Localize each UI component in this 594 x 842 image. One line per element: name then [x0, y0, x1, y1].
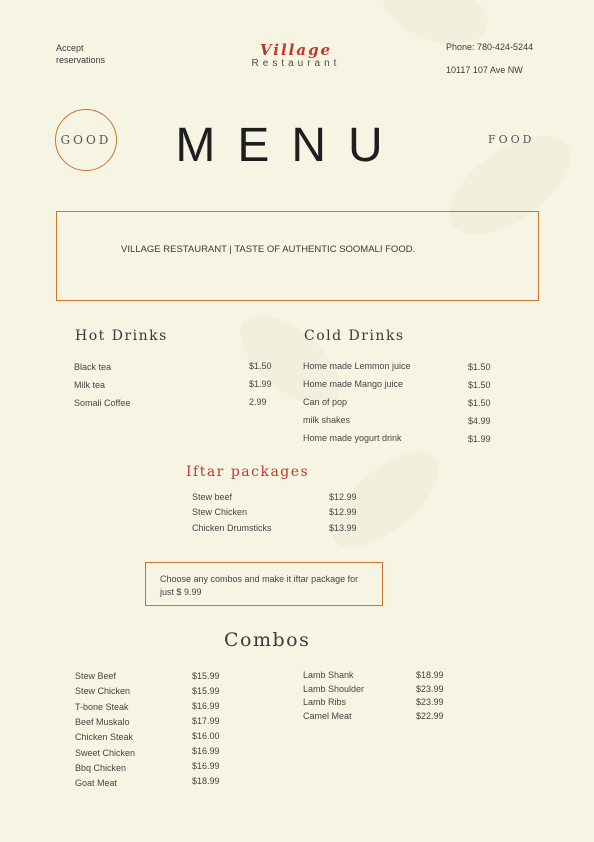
reservations-note: [56, 42, 136, 66]
menu-item-price: $13.99: [329, 523, 357, 533]
menu-item-name: Stew Beef: [75, 671, 117, 681]
menu-item-price: $12.99: [329, 507, 357, 517]
menu-item-price: $16.99: [192, 701, 220, 711]
menu-item-name: Camel Meat: [303, 711, 352, 721]
menu-item-price: $4.99: [468, 416, 491, 426]
menu-item-name: milk shakes: [303, 415, 351, 425]
hot-drinks-title: Hot Drinks: [75, 328, 168, 344]
menu-item-name: Beef Muskalo: [75, 717, 130, 727]
menu-item-price: $15.99: [192, 686, 220, 696]
menu-item-name: Chicken Steak: [75, 732, 134, 742]
menu-item-price: $23.99: [416, 697, 444, 707]
menu-item-name: Lamb Shank: [303, 670, 354, 680]
menu-item-price: $16.99: [192, 746, 220, 756]
menu-item-name: Stew Chicken: [75, 686, 131, 696]
iftar-title: Iftar packages: [186, 464, 310, 480]
menu-item-price: $16.00: [192, 731, 220, 741]
brand-logo: [244, 42, 348, 70]
menu-item-name: Black tea: [74, 362, 112, 372]
menu-item-price: $1.99: [468, 434, 491, 444]
menu-item-price: $1.50: [468, 398, 491, 408]
tagline: VILLAGE RESTAURANT | TASTE OF AUTHENTIC SOOMALI FOOD.: [121, 244, 416, 255]
menu-item-price: $18.99: [416, 670, 444, 680]
menu-item-price: 2.99: [249, 397, 267, 407]
menu-item-name: Home made Lemmon juice: [303, 361, 411, 371]
brand-name: Village: [259, 41, 333, 59]
menu-item-name: Bbq Chicken: [75, 763, 127, 773]
combos-title: Combos: [224, 629, 311, 651]
menu-item-name: Can of pop: [303, 397, 348, 407]
menu-item-name: Lamb Ribs: [303, 697, 347, 707]
good-badge: [55, 109, 117, 171]
brand-subtitle: Restaurant: [251, 58, 341, 69]
menu-item-price: $1.50: [468, 380, 491, 390]
cold-drinks-title: Cold Drinks: [304, 328, 405, 344]
reservations-line2: reservations: [56, 55, 106, 65]
menu-item-price: $16.99: [192, 761, 220, 771]
menu-item-name: Home made yogurt drink: [303, 433, 402, 443]
menu-item-name: Home made Mango juice: [303, 379, 404, 389]
address: 10117 107 Ave NW: [446, 65, 523, 75]
menu-item-price: $1.50: [249, 361, 272, 371]
menu-item-price: $18.99: [192, 776, 220, 786]
menu-item-price: $1.50: [468, 362, 491, 372]
food-label: FOOD: [488, 133, 535, 146]
phone-number: Phone: 780-424-5244: [446, 42, 534, 52]
menu-item-price: $23.99: [416, 684, 444, 694]
menu-item-name: Somali Coffee: [74, 398, 131, 408]
good-label: GOOD: [60, 133, 112, 147]
menu-item-price: $1.99: [249, 379, 272, 389]
menu-item-price: $22.99: [416, 711, 444, 721]
menu-item-name: T-bone Steak: [75, 702, 129, 712]
menu-item-name: Sweet Chicken: [75, 748, 136, 758]
page-title: MENU: [175, 119, 405, 172]
menu-item-name: Stew beef: [192, 492, 233, 502]
menu-item-name: Goat Meat: [75, 778, 118, 788]
menu-item-name: Chicken Drumsticks: [192, 523, 272, 533]
menu-item-name: Stew Chicken: [192, 507, 248, 517]
menu-item-price: $17.99: [192, 716, 220, 726]
menu-item-price: $15.99: [192, 671, 220, 681]
menu-item-name: Milk tea: [74, 380, 106, 390]
menu-item-price: $12.99: [329, 492, 357, 502]
tagline-box: [56, 211, 539, 301]
menu-item-name: Lamb Shoulder: [303, 684, 365, 694]
reservations-line1: Accept: [56, 43, 84, 53]
combo-offer-text: Choose any combos and make it iftar package for just $ 9.99: [160, 574, 359, 597]
